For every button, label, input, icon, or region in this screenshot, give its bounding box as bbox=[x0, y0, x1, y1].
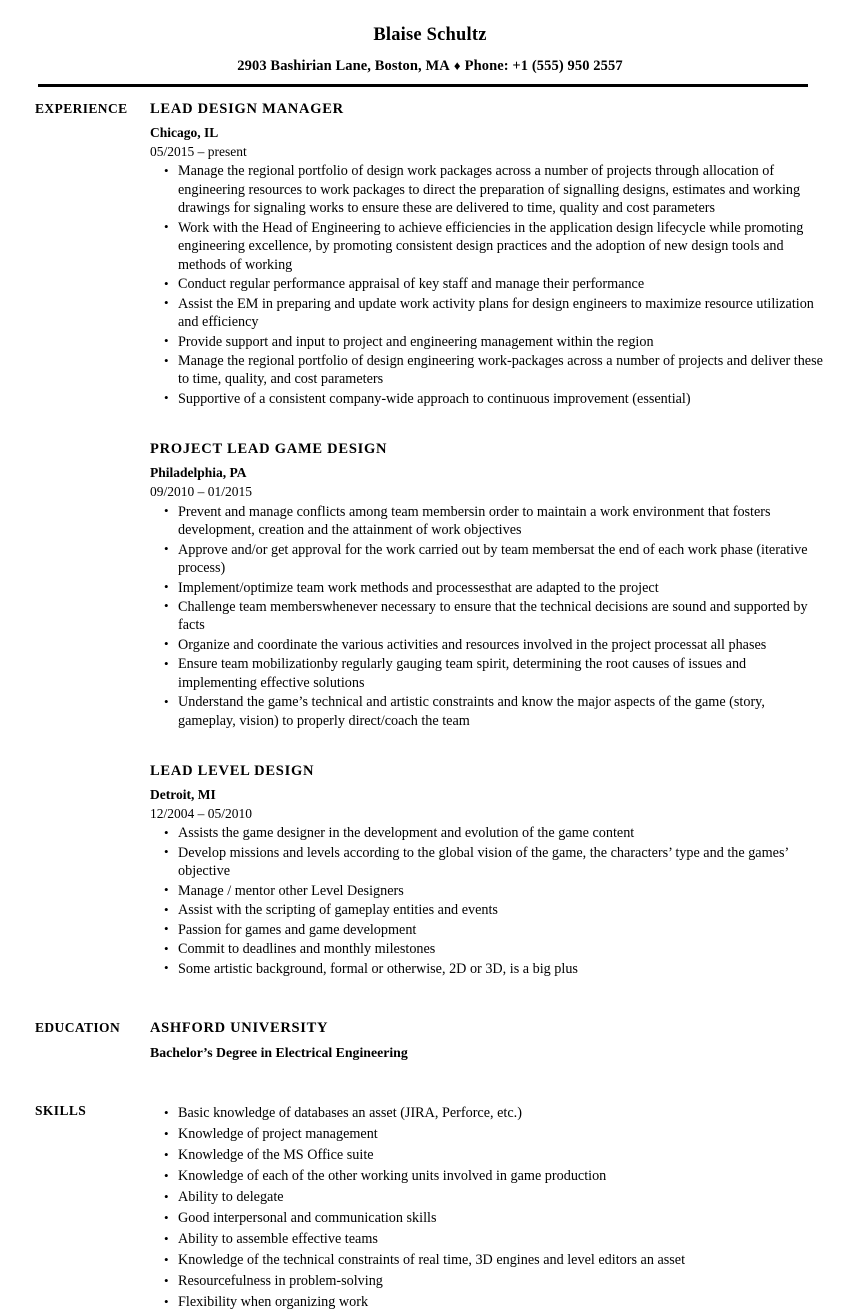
list-item: • Conduct regular performance appraisal of key staff and manage their performance bbox=[150, 275, 825, 293]
list-item: • Develop missions and levels according to the global vision of the game, the characters’ type and the games’ objective bbox=[150, 844, 825, 881]
contact-line bbox=[0, 58, 860, 75]
list-item: • Manage the regional portfolio of design engineering work-packages across a number of projects and deliver these to time, quality, and cost parameters bbox=[150, 352, 825, 389]
list-item: • Provide support and input to project and engineering management within the region bbox=[150, 333, 825, 351]
list-item: • Resourcefulness in problem-solving bbox=[150, 1272, 825, 1290]
list-item: • Basic knowledge of databases an asset (JIRA, Perforce, etc.) bbox=[150, 1104, 825, 1122]
job-location: Detroit, MI bbox=[150, 786, 216, 802]
list-item: • Good interpersonal and communication skills bbox=[150, 1209, 825, 1227]
job-title: LEAD DESIGN MANAGER bbox=[150, 101, 344, 118]
list-item: • Commit to deadlines and monthly milestones bbox=[150, 940, 825, 958]
job-bullets bbox=[150, 503, 825, 730]
list-item: • Approve and/or get approval for the work carried out by team membersat the end of each work phase (iterative process) bbox=[150, 541, 825, 578]
skills-list bbox=[150, 1104, 825, 1311]
list-item: • Supportive of a consistent company-wide approach to continuous improvement (essential) bbox=[150, 390, 825, 408]
contact-address: 2903 Bashirian Lane, Boston, MA bbox=[237, 58, 450, 75]
section-skills bbox=[0, 1102, 860, 1312]
resume-header bbox=[0, 0, 860, 87]
section-label-experience: EXPERIENCE bbox=[35, 101, 128, 117]
education-body bbox=[150, 1019, 860, 1062]
list-item: • Organize and coordinate the various activities and resources involved in the project processat all phases bbox=[150, 636, 825, 654]
job-dates: 09/2010 – 01/2015 bbox=[150, 483, 253, 499]
job-location: Philadelphia, PA bbox=[150, 464, 247, 480]
job-dates: 05/2015 – present bbox=[150, 143, 247, 159]
list-item: • Passion for games and game development bbox=[150, 921, 825, 939]
list-item: • Prevent and manage conflicts among team membersin order to maintain a work environment that fosters development, creation and the attainment of work objectives bbox=[150, 503, 825, 540]
job-bullets bbox=[150, 162, 825, 408]
job-entry bbox=[150, 440, 825, 730]
list-item: • Understand the game’s technical and artistic constraints and know the major aspects of the game (story, gameplay, vision) to properly direct/coach the team bbox=[150, 693, 825, 730]
header-divider bbox=[38, 84, 808, 87]
education-degree: Bachelor’s Degree in Electrical Engineering bbox=[150, 1044, 408, 1060]
resume-content bbox=[0, 100, 860, 1311]
list-item: • Challenge team memberswhenever necessary to ensure that the technical decisions are sound and supported by facts bbox=[150, 598, 825, 635]
section-label-skills: SKILLS bbox=[35, 1102, 87, 1118]
job-location: Chicago, IL bbox=[150, 124, 219, 140]
diamond-separator-icon: ♦ bbox=[453, 58, 461, 74]
contact-phone: Phone: +1 (555) 950 2557 bbox=[464, 58, 623, 75]
list-item: • Ensure team mobilizationby regularly gauging team spirit, determining the root causes of issues and implementing effective solutions bbox=[150, 655, 825, 692]
experience-body bbox=[150, 100, 860, 978]
job-dates: 12/2004 – 05/2010 bbox=[150, 805, 253, 821]
section-experience bbox=[0, 100, 860, 978]
job-entry bbox=[150, 762, 825, 978]
list-item: • Assist with the scripting of gameplay entities and events bbox=[150, 901, 825, 919]
list-item: • Flexibility when organizing work bbox=[150, 1293, 825, 1311]
list-item: • Manage the regional portfolio of design work packages across a number of projects through allocation of engineering resources to work packages to direct the preparation of signalling designs, estimates and working drawings for signaling works to ensure these are delivered to time, quality and cost parameters bbox=[150, 162, 825, 217]
job-title: LEAD LEVEL DESIGN bbox=[150, 763, 315, 780]
list-item: • Assists the game designer in the development and evolution of the game content bbox=[150, 824, 825, 842]
job-entry bbox=[150, 100, 825, 408]
section-education bbox=[0, 1019, 860, 1062]
section-label-education: EDUCATION bbox=[35, 1020, 121, 1036]
list-item: • Knowledge of the technical constraints of real time, 3D engines and level editors an asset bbox=[150, 1251, 825, 1269]
list-item: • Assist the EM in preparing and update work activity plans for design engineers to maximize resource utilization and efficiency bbox=[150, 295, 825, 332]
list-item: • Knowledge of project management bbox=[150, 1125, 825, 1143]
list-item: • Some artistic background, formal or otherwise, 2D or 3D, is a big plus bbox=[150, 960, 825, 978]
candidate-name: Blaise Schultz bbox=[373, 25, 487, 45]
list-item: • Ability to assemble effective teams bbox=[150, 1230, 825, 1248]
job-bullets bbox=[150, 824, 825, 978]
list-item: • Work with the Head of Engineering to achieve efficiencies in the application design lifecycle while promoting engineering excellence, by promoting consistent design practices and the adoption of new design tools and methods of working bbox=[150, 219, 825, 274]
job-title: PROJECT LEAD GAME DESIGN bbox=[150, 441, 388, 458]
education-school: ASHFORD UNIVERSITY bbox=[150, 1020, 329, 1037]
skills-body bbox=[150, 1102, 860, 1312]
list-item: • Implement/optimize team work methods and processesthat are adapted to the project bbox=[150, 579, 825, 597]
list-item: • Knowledge of each of the other working units involved in game production bbox=[150, 1167, 825, 1185]
list-item: • Ability to delegate bbox=[150, 1188, 825, 1206]
list-item: • Knowledge of the MS Office suite bbox=[150, 1146, 825, 1164]
list-item: • Manage / mentor other Level Designers bbox=[150, 882, 825, 900]
